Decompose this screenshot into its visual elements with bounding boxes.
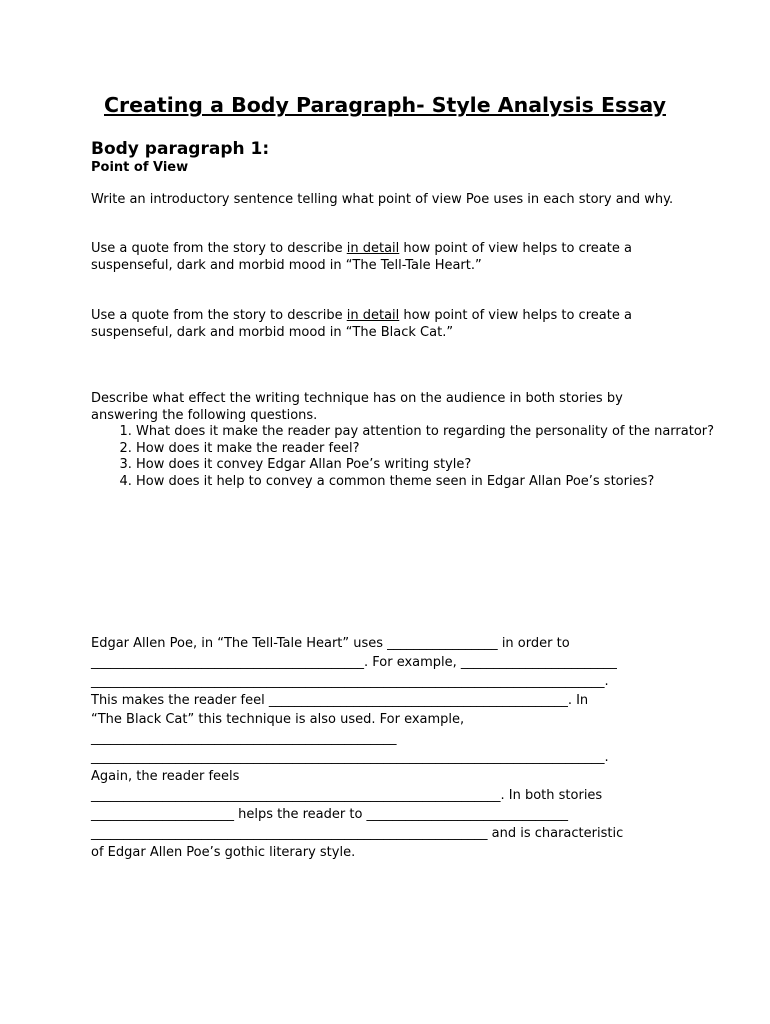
quote-instruction-tell-tale: [91, 241, 691, 274]
question-item: 1. What does it make the reader pay attention to regarding the personality of the narrator?: [136, 424, 716, 441]
question-item: 2. How does it make the reader feel?: [136, 441, 716, 458]
fill-in-line: “The Black Cat” this technique is also used. For example,: [91, 712, 465, 727]
instruction-text: Use a quote from the story to describe: [91, 241, 347, 256]
fill-in-paragraph: [91, 634, 691, 862]
fill-in-line: Again, the reader feels: [91, 769, 240, 784]
effect-instruction: Describe what effect the writing technique has on the audience in both stories by answering the following questions.: [91, 391, 623, 423]
quote-instruction-black-cat: [91, 308, 691, 341]
emphasis-in-detail: in detail: [346, 308, 400, 323]
fill-in-line: _______________________________________________________________. In both stories: [91, 788, 603, 803]
fill-in-line: _____________________________________________________________ and is characteristic: [91, 826, 624, 841]
question-list: [91, 424, 716, 490]
section-heading: Body paragraph 1:: [91, 139, 270, 159]
document-title: Creating a Body Paragraph- Style Analysis Essay: [104, 93, 666, 117]
instruction-text: Use a quote from the story to describe: [91, 308, 347, 323]
subheading: Point of View: [91, 160, 189, 175]
fill-in-line: of Edgar Allen Poe’s gothic literary style.: [91, 845, 356, 860]
instruction-text: how point of view helps to create a suspenseful, dark and morbid mood in “The Tell-Tale Heart.”: [91, 241, 632, 273]
intro-instruction: Write an introductory sentence telling what point of view Poe uses in each story and why.: [91, 192, 674, 207]
fill-in-line: _______________________________________________________________________________.: [91, 750, 609, 765]
fill-in-line: _______________________________________________________________________________.: [91, 674, 609, 689]
fill-in-line: __________________________________________. For example, ________________________: [91, 655, 617, 670]
fill-in-line: This makes the reader feel ______________________________________________. In: [91, 693, 589, 708]
question-item: 4. How does it help to convey a common theme seen in Edgar Allan Poe’s stories?: [136, 474, 716, 491]
fill-in-line: _______________________________________________: [91, 731, 397, 746]
emphasis-in-detail: in detail: [346, 241, 400, 256]
question-item: 3. How does it convey Edgar Allan Poe’s writing style?: [136, 457, 716, 474]
fill-in-line: ______________________ helps the reader to _______________________________: [91, 807, 569, 822]
instruction-text: how point of view helps to create a suspenseful, dark and morbid mood in “The Black Cat.”: [91, 308, 632, 340]
fill-in-line: Edgar Allen Poe, in “The Tell-Tale Heart” uses _________________ in order to: [91, 636, 570, 651]
